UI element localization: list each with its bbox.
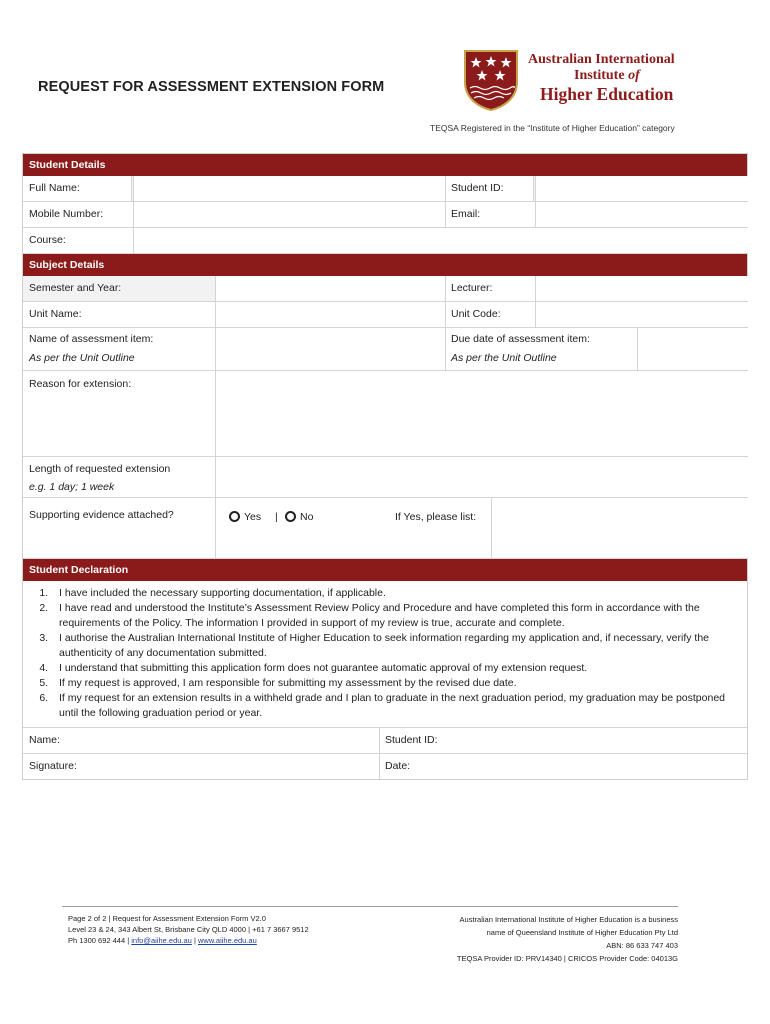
reason-label: Reason for extension: <box>29 378 132 390</box>
website-link[interactable]: www.aiihe.edu.au <box>197 936 257 945</box>
length-row <box>23 457 747 498</box>
signature-row <box>23 754 747 779</box>
footer-provider: TEQSA Provider ID: PRV14340 | CRICOS Provider Code: 04013G <box>456 954 678 963</box>
declaration-name-row <box>23 728 747 754</box>
shield-logo-icon <box>462 48 520 112</box>
email-link[interactable]: info@aiihe.edu.au <box>131 936 192 945</box>
yes-radio-icon[interactable] <box>229 511 240 522</box>
unit-code-field[interactable] <box>535 302 748 327</box>
teqsa-note: TEQSA Registered in the “Institute of Higher Education” category <box>430 123 675 133</box>
footer-address: Level 23 & 24, 343 Albert St, Brisbane City QLD 4000 | +61 7 3667 9512 <box>68 925 309 934</box>
evidence-row <box>23 498 747 559</box>
due-date-label: Due date of assessment item: <box>451 333 590 345</box>
assessment-item-row <box>23 328 747 371</box>
footer-page: Page 2 of 2 | Request for Assessment Extension Form V2.0 <box>68 914 266 923</box>
semester-field[interactable] <box>215 276 446 301</box>
email-field[interactable] <box>535 202 748 227</box>
footer-right <box>457 913 678 965</box>
full-name-row <box>23 176 747 202</box>
evidence-no-option[interactable]: No <box>285 511 313 523</box>
signature-label: Signature: <box>29 760 77 772</box>
mobile-row <box>23 202 747 228</box>
assessment-item-label: Name of assessment item: <box>29 333 154 345</box>
if-yes-label: If Yes, please list: <box>395 511 477 523</box>
footer-contact: Ph 1300 692 444 | info@aiihe.edu.au | www.aiihe.edu.au <box>68 936 257 945</box>
assessment-item-hint: As per the Unit Outline <box>29 352 135 364</box>
unit-name-label: Unit Name: <box>29 308 82 320</box>
student-id-label: Student ID: <box>451 182 504 194</box>
declaration-student-id-label: Student ID: <box>385 734 438 746</box>
semester-row <box>23 276 747 302</box>
page-footer <box>62 906 678 963</box>
logo-line-2: Institute of <box>574 68 640 83</box>
declaration-item: 6. If my request for an extension results in a withheld grade and I plan to graduate in the next graduation period, my graduation may be postponed until the following graduation period or year. <box>51 691 737 721</box>
declaration-heading: Student Declaration <box>23 559 747 581</box>
assessment-item-field[interactable] <box>215 328 446 370</box>
no-radio-icon[interactable] <box>285 511 296 522</box>
student-id-field[interactable] <box>535 176 748 201</box>
full-name-label: Full Name: <box>29 182 80 194</box>
course-label: Course: <box>29 234 66 246</box>
due-date-hint: As per the Unit Outline <box>451 352 557 364</box>
footer-right-line: Australian International Institute of Higher Education is a business <box>459 915 678 924</box>
footer-left <box>68 913 309 946</box>
email-label: Email: <box>451 208 481 220</box>
mobile-label: Mobile Number: <box>29 208 104 220</box>
date-label: Date: <box>385 760 411 772</box>
declaration-body <box>23 581 747 728</box>
lecturer-label: Lecturer: <box>451 282 493 294</box>
reason-row <box>23 371 747 457</box>
length-label: Length of requested extension <box>29 463 171 475</box>
lecturer-field[interactable] <box>535 276 748 301</box>
evidence-yes-option[interactable]: Yes <box>229 511 261 523</box>
option-separator: | <box>275 511 278 523</box>
course-row <box>23 228 747 254</box>
evidence-label: Supporting evidence attached? <box>29 509 174 521</box>
evidence-list-field[interactable] <box>491 498 748 558</box>
full-name-field[interactable] <box>133 176 446 201</box>
logo-line-1: Australian International <box>528 52 675 67</box>
due-date-field[interactable] <box>637 328 748 370</box>
unit-row <box>23 302 747 328</box>
unit-name-field[interactable] <box>215 302 446 327</box>
length-hint: e.g. 1 day; 1 week <box>29 481 115 493</box>
declaration-item: 2. I have read and understood the Institute’s Assessment Review Policy and Procedure and have completed this form in accordance with the requirements of the Policy. The information I provided in support of my review is true, accurate and complete. <box>51 601 737 631</box>
declaration-item: 1. I have included the necessary supporting documentation, if applicable. <box>51 586 737 601</box>
student-details-heading: Student Details <box>23 154 747 176</box>
form-title: REQUEST FOR ASSESSMENT EXTENSION FORM <box>38 79 385 95</box>
reason-field[interactable] <box>215 371 748 456</box>
declaration-item: 5. If my request is approved, I am responsible for submitting my assessment by the revised due date. <box>51 676 737 691</box>
declaration-item: 4. I understand that submitting this application form does not guarantee automatic approval of my extension request. <box>51 661 737 676</box>
declaration-item: 3. I authorise the Australian International Institute of Higher Education to seek information regarding my application and, if necessary, verify the authenticity of any documentation submitted. <box>51 631 737 661</box>
course-field[interactable] <box>133 228 748 253</box>
unit-code-label: Unit Code: <box>451 308 501 320</box>
semester-label: Semester and Year: <box>29 282 122 294</box>
declaration-name-label: Name: <box>29 734 60 746</box>
length-field[interactable] <box>215 457 748 497</box>
declaration-list <box>23 581 747 727</box>
subject-details-heading: Subject Details <box>23 254 747 276</box>
footer-abn: ABN: 86 633 747 403 <box>606 941 678 950</box>
institute-logo <box>462 48 702 114</box>
footer-right-line: name of Queensland Institute of Higher Education Pty Ltd <box>486 928 678 937</box>
mobile-field[interactable] <box>133 202 446 227</box>
logo-line-3: Higher Education <box>540 84 674 104</box>
extension-form <box>22 153 748 780</box>
